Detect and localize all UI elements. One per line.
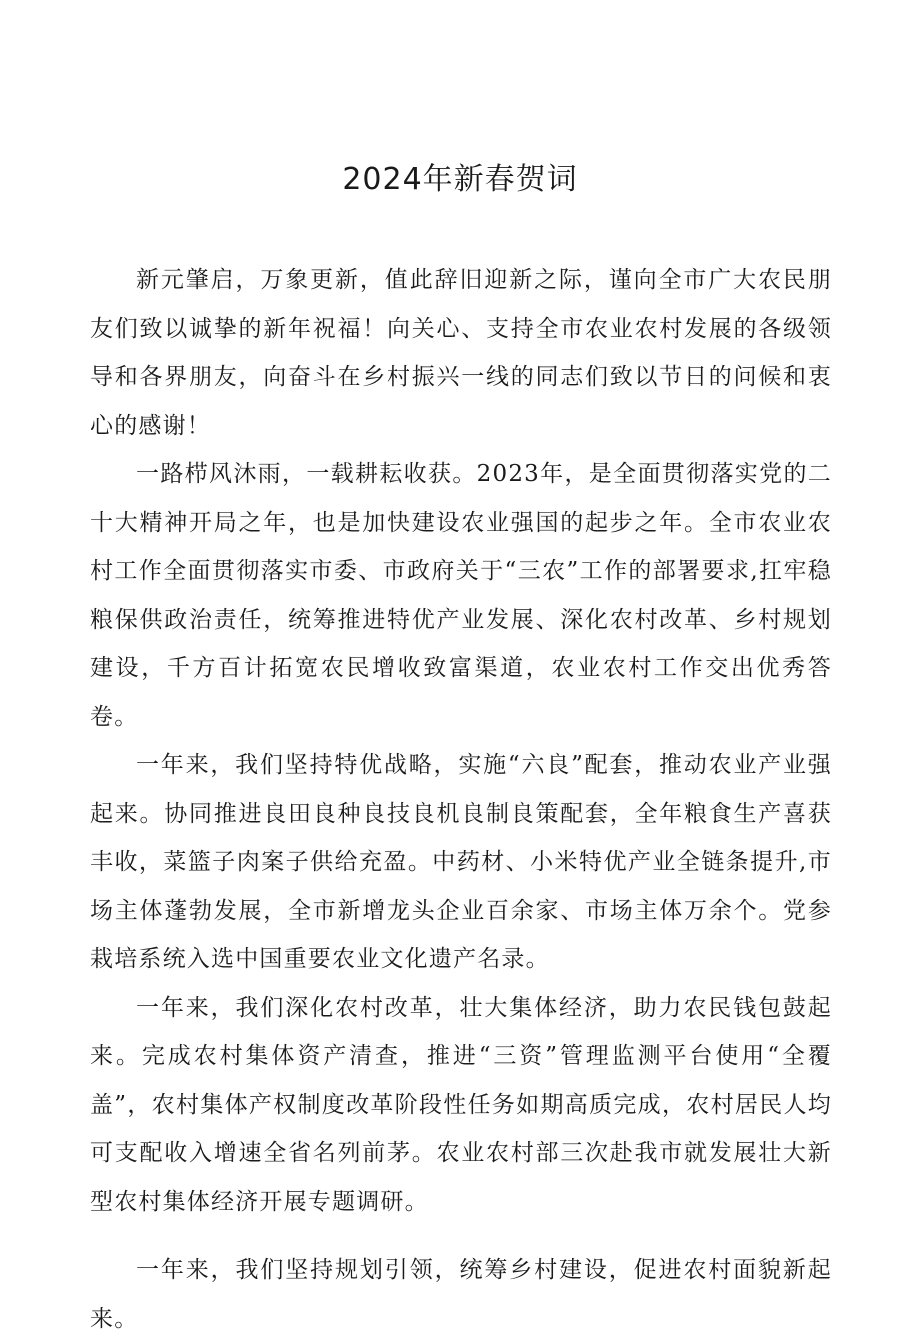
document-title: 2024年新春贺词 (342, 162, 578, 197)
paragraph-reform: 一年来，我们深化农村改革，壮大集体经济，助力农民钱包鼓起来。完成农村集体资产清查，推进“三资”管理监测平台使用“全覆盖”，农村集体产权制度改革阶段性任务如期高质完成，农村居民人均可支配收入增速全省名列前茅。农业农村部三次赴我市就发展壮大新型农村集体经济开展专题调研。 (90, 994, 832, 1215)
paragraph-rural-construction: 一年来，我们坚持规划引领，统筹乡村建设，促进农村面貌新起来。 (90, 1257, 832, 1332)
paragraph-2023-review: 一路栉风沐雨，一载耕耘收获。2023年，是全面贯彻落实党的二十大精神开局之年，也是加快建设农业强国的起步之年。全市农业农村工作全面贯彻落实市委、市政府关于“三农”工作的部署要求,扛牢稳粮保供政治责任，统筹推进特优产业发展、深化农村改革、乡村规划建设，千方百计拓宽农民增收致富渠道，农业农村工作交出优秀答卷。 (90, 461, 832, 730)
paragraph-greeting: 新元肇启，万象更新，值此辞旧迎新之际，谨向全市广大农民朋友们致以诚挚的新年祝福！向关心、支持全市农业农村发展的各级领导和各界朋友，向奋斗在乡村振兴一线的同志们致以节日的问候和衷心的感谢！ (90, 267, 832, 439)
paragraph-industry: 一年来，我们坚持特优战略，实施“六良”配套，推动农业产业强起来。协同推进良田良种良技良机良制良策配套，全年粮食生产喜获丰收，菜篮子肉案子供给充盈。中药材、小米特优产业全链条提升,市场主体蓬勃发展，全市新增龙头企业百余家、市场主体万余个。党参栽培系统入选中国重要农业文化遗产名录。 (90, 752, 832, 972)
document-body (90, 256, 832, 1343)
